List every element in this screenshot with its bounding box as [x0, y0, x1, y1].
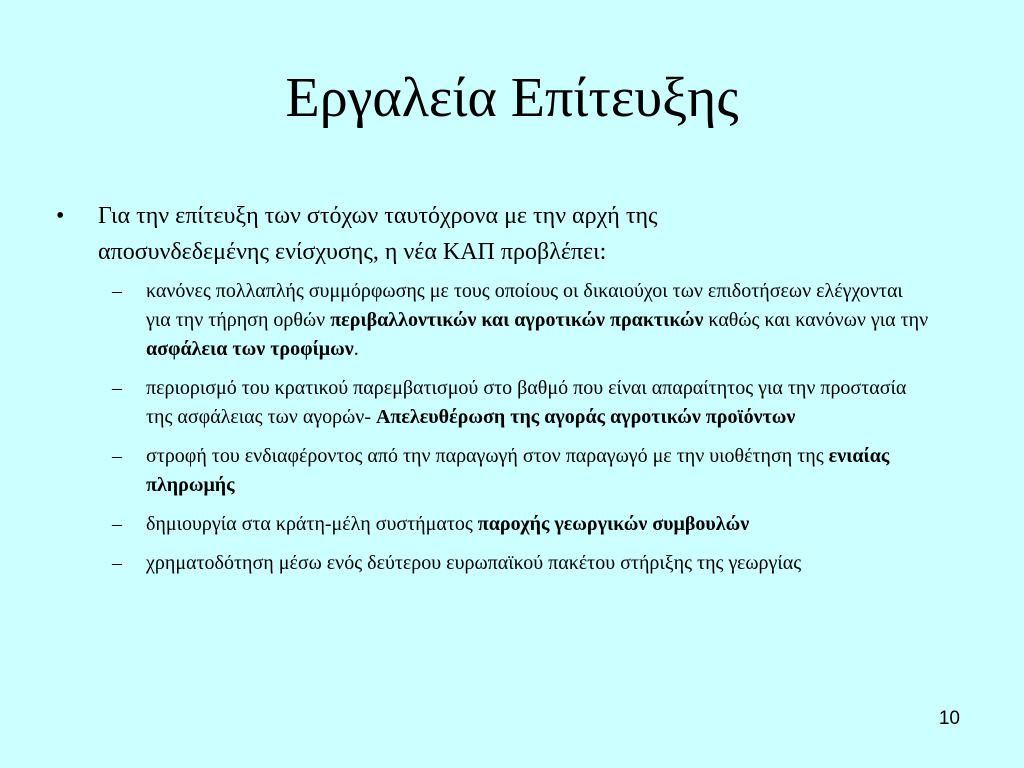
bold-text-segment: ενιαίας πληρωμής	[146, 445, 890, 496]
sub-bullet-text	[146, 280, 928, 360]
sub-bullet-item	[112, 442, 932, 500]
dash-marker: –	[112, 552, 122, 574]
text-segment: περιορισμό του κρατικού παρεμβατισμού στο βαθμό που είναι απαραίτητος για την προστασία της ασφάλειας των αγορών-	[146, 377, 907, 428]
text-segment: χρηματοδότηση μέσω ενός δεύτερου ευρωπαϊκού πακέτου στήριξης της γεωργίας	[146, 552, 802, 574]
sub-bullet-text	[146, 445, 889, 496]
text-segment: στροφή του ενδιαφέροντος από την παραγωγή στον παραγωγό με την υιοθέτηση της	[146, 445, 829, 467]
bold-text-segment: Απελευθέρωση της αγοράς αγροτικών προϊόντων	[375, 406, 796, 428]
sub-bullet-item	[112, 277, 932, 364]
sub-bullet-item	[112, 374, 932, 432]
bullet-marker: •	[56, 203, 65, 229]
bold-text-segment: περιβαλλοντικών και αγροτικών πρακτικών	[330, 309, 704, 331]
text-segment: καθώς και κανόνων για την	[703, 309, 929, 331]
dash-marker: –	[112, 445, 122, 467]
sub-bullet-list	[112, 277, 932, 588]
page-number: 10	[938, 708, 960, 729]
sub-bullet-item	[112, 510, 932, 539]
text-segment: δημιουργία στα κράτη-μέλη συστήματος	[146, 513, 478, 535]
text-segment: .	[353, 338, 359, 360]
slide-title: Εργαλεία Επίτευξης	[285, 67, 739, 129]
sub-bullet-text	[146, 513, 749, 535]
dash-marker: –	[112, 280, 122, 302]
sub-bullet-text	[146, 377, 906, 428]
text-segment: κανόνες πολλαπλής συμμόρφωσης με τους οποίους οι δικαιούχοι των επιδοτήσεων ελέγχονται για την τήρηση ορθών	[146, 280, 903, 331]
bold-text-segment: παροχής γεωργικών συμβουλών	[477, 513, 750, 535]
dash-marker: –	[112, 513, 122, 535]
sub-bullet-text	[146, 552, 801, 574]
main-bullet	[56, 198, 816, 270]
bold-text-segment: ασφάλεια των τροφίμων	[146, 338, 354, 360]
dash-marker: –	[112, 377, 122, 399]
main-bullet-text: Για την επίτευξη των στόχων ταυτόχρονα με την αρχή της αποσυνδεδεμένης ενίσχυσης, η νέα ΚΑΠ προβλέπει:	[98, 203, 658, 265]
sub-bullet-item	[112, 549, 932, 578]
